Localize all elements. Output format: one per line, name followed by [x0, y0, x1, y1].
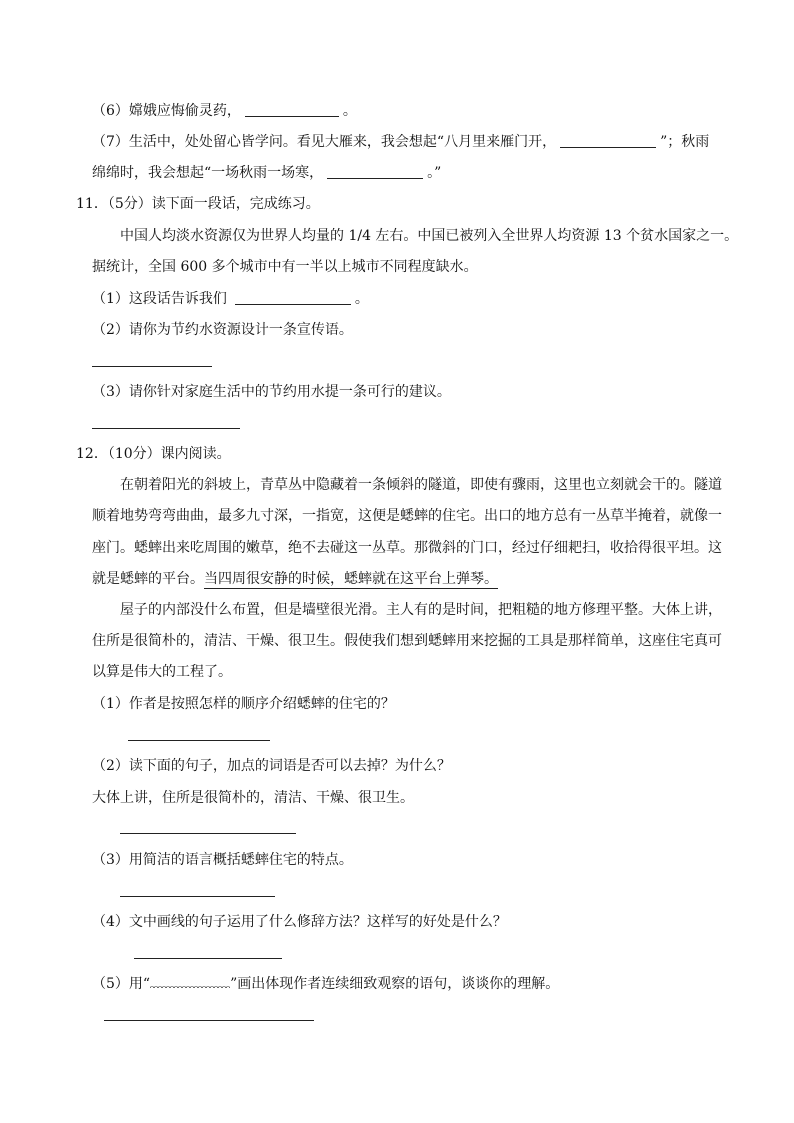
- q11-sub2: （2）请你为节约水资源设计一条宣传语。: [92, 322, 353, 338]
- q10-item7-line1: （7）生活中，处处留心皆学问。看见大雁来，我会想起“八月里来雁门开， ”；秋雨: [92, 134, 710, 150]
- q10-item6-text: （6）嫦娥应悔偷灵药，: [92, 103, 241, 119]
- passage-line: 以算是伟大的工程了。: [92, 664, 232, 680]
- q11-sub1: （1）这段话告诉我们 。: [92, 291, 369, 307]
- q12-sub4: （4）文中画线的句子运用了什么修辞方法？这样写的好处是什么？: [92, 914, 507, 930]
- passage-line: 座门。蟋蟀出来吃周围的嫩草，绝不去碰这一丛草。那微斜的门口，经过仔细耙扫，收拾得很平坦。这: [92, 540, 722, 556]
- q11-title: 11．（5分）读下面一段话，完成练习。: [76, 196, 320, 212]
- passage-line: 住所是很简朴的，清洁、干燥、很卫生。假使我们想到蟋蟀用来挖掘的工具是那样简单，这座住宅真可: [92, 633, 722, 649]
- answer-line[interactable]: [120, 833, 296, 834]
- q12-sub2-quote: 大体上讲，住所是很简朴的，清洁、干燥、很卫生。: [92, 790, 414, 806]
- answer-line[interactable]: [92, 366, 212, 367]
- underlined-sentence: 当四周很安静的时候，蟋蟀就在这平台上弹琴。: [204, 571, 498, 587]
- q11-sub3: （3）请你针对家庭生活中的节约用水提一条可行的建议。: [92, 384, 451, 400]
- passage-line: 顺着地势弯弯曲曲，最多九寸深，一指宽，这便是蟋蟀的住宅。出口的地方总有一丛草半掩着，就像一: [92, 508, 722, 524]
- answer-line[interactable]: [104, 1020, 314, 1021]
- q11-paragraph-line1: 中国人均淡水资源仅为世界人均量的 1/4 左右。中国已被列入全世界人均资源 13 个贫水国家之一。: [120, 228, 739, 244]
- q10-item6: （6）嫦娥应悔偷灵药， 。: [92, 103, 357, 119]
- q11-paragraph-line2: 据统计，全国 600 多个城市中有一半以上城市不同程度缺水。: [92, 259, 478, 275]
- q12-sub5: （5）用“ ”画出体现作者连续细致观察的语句，谈谈你的理解。: [92, 976, 560, 992]
- q12-sub2: （2）读下面的句子，加点的词语是否可以去掉？为什么？: [92, 758, 451, 774]
- answer-line[interactable]: [128, 740, 270, 741]
- passage-line: 就是蟋蟀的平台。当四周很安静的时候，蟋蟀就在这平台上弹琴。: [92, 571, 498, 587]
- q10-item7-line2: 绵绵时，我会想起“一场秋雨一场寒， 。”: [92, 165, 442, 181]
- answer-blank[interactable]: [235, 290, 351, 305]
- answer-line[interactable]: [120, 896, 275, 897]
- q12-title: 12．（10分）课内阅读。: [76, 446, 231, 462]
- answer-blank[interactable]: [327, 164, 423, 179]
- wavy-line-symbol: [150, 981, 230, 989]
- answer-blank[interactable]: [245, 102, 339, 117]
- answer-line[interactable]: [92, 428, 240, 429]
- q12-sub3: （3）用简洁的语言概括蟋蟀住宅的特点。: [92, 852, 353, 868]
- q12-sub1: （1）作者是按照怎样的顺序介绍蟋蟀的住宅的？: [92, 696, 395, 712]
- answer-line[interactable]: [134, 958, 282, 959]
- passage-line: 屋子的内部没什么布置，但是墙壁很光滑。主人有的是时间，把粗糙的地方修理平整。大体上讲，: [120, 602, 722, 618]
- answer-blank[interactable]: [560, 133, 656, 148]
- passage-line: 在朝着阳光的斜坡上，青草丛中隐藏着一条倾斜的隧道，即使有骤雨，这里也立刻就会干的。隧道: [120, 477, 722, 493]
